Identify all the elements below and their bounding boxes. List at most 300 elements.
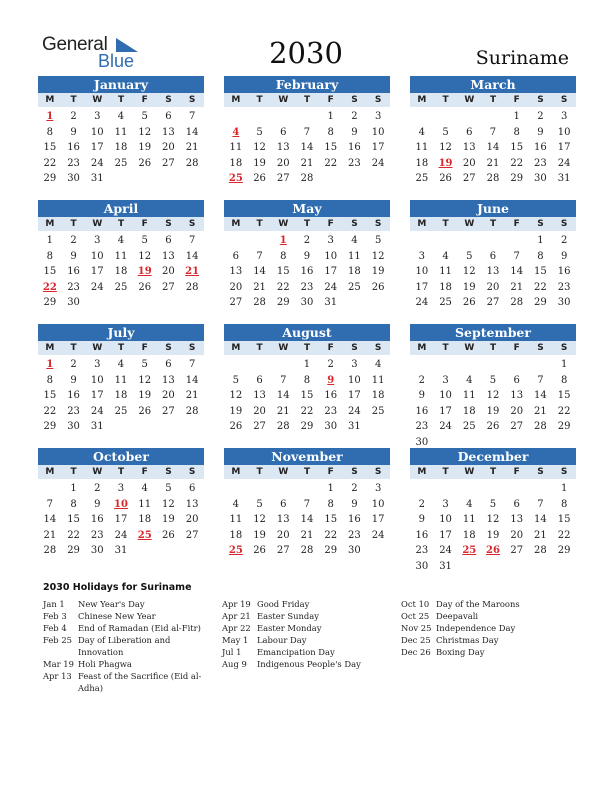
day-cell: 6 [256,374,263,386]
day-cell: 6 [280,126,287,138]
day-cell: 24 [439,545,452,556]
weekday-label: T [117,467,125,477]
day-cell: 11 [348,250,361,262]
day-cell: 27 [510,545,524,556]
holiday-day-cell: 10 [114,498,128,510]
day-cell: 20 [462,157,476,169]
day-cell: 7 [188,235,196,246]
month-title: November [224,448,390,465]
day-cell: 28 [510,297,524,308]
weekday-label: S [165,467,172,477]
day-cell: 18 [371,390,385,401]
day-cell: 7 [537,498,544,510]
holiday-date: Jan 1 [43,599,65,609]
holiday-name: Easter Sunday [257,611,320,621]
day-cell: 26 [138,281,152,293]
day-cell: 31 [114,545,128,556]
day-cell: 16 [67,142,80,153]
day-cell: 31 [90,173,104,184]
holiday-item [43,670,215,694]
weekday-label: S [537,95,544,105]
day-cell: 7 [46,498,54,510]
day-cell: 18 [114,390,128,401]
day-cell: 6 [165,111,172,122]
holiday-name: New Year's Day [78,599,145,609]
empty-cell [457,357,481,373]
day-cell: 13 [276,514,290,525]
holiday-item [43,634,215,658]
day-cell: 20 [162,142,175,153]
day-cell: 12 [371,250,385,262]
day-cell: 7 [256,250,263,262]
day-grid [224,481,390,559]
day-cell: 20 [510,405,524,417]
day-cell: 4 [232,498,240,510]
weekday-label: T [303,343,311,353]
day-cell: 4 [117,359,125,370]
holiday-date: Jul 1 [222,647,242,657]
day-cell: 22 [557,529,571,541]
day-cell: 16 [415,405,429,417]
day-cell: 25 [114,405,128,417]
day-cell: 13 [486,266,500,277]
weekday-label: S [537,467,544,477]
day-cell: 12 [162,498,175,510]
holiday-item [401,622,571,634]
weekday-label: T [442,95,449,105]
day-cell: 4 [466,498,473,510]
day-cell: 3 [94,359,101,370]
day-cell: 18 [229,529,243,541]
day-cell: 30 [67,173,80,184]
month-title: October [38,448,204,465]
day-cell: 29 [324,545,338,556]
day-cell: 5 [232,374,240,386]
day-cell: 16 [557,266,571,277]
day-cell: 18 [415,157,429,169]
weekday-label: F [327,95,334,105]
day-grid [224,357,390,435]
holiday-item [222,646,392,658]
logo-text-blue: Blue [98,51,135,71]
weekday-label: W [464,219,475,229]
weekday-label: F [327,467,334,477]
empty-cell [224,357,248,373]
day-grid [410,109,576,187]
day-cell: 26 [253,173,266,184]
month-title: December [410,448,576,465]
day-cell: 2 [560,235,568,246]
day-cell: 31 [348,421,361,432]
day-cell: 4 [418,126,426,138]
weekday-label: S [537,343,544,353]
day-cell: 20 [162,390,175,401]
empty-cell [434,357,458,373]
day-cell: 11 [415,142,429,153]
weekday-header [38,217,204,231]
day-cell: 25 [415,173,429,184]
day-cell: 8 [560,374,568,386]
day-cell: 27 [162,157,175,169]
weekday-header [224,341,390,355]
day-cell: 22 [276,281,290,293]
day-cell: 10 [90,374,104,386]
empty-cell [410,109,434,125]
day-cell: 6 [513,374,520,386]
holiday-item [222,622,392,634]
holiday-name: Day of the Maroons [436,599,520,609]
day-cell: 10 [415,266,429,277]
day-cell: 8 [46,250,54,262]
weekday-label: F [327,219,334,229]
day-cell: 10 [371,498,385,510]
month-december [410,448,576,574]
day-cell: 26 [162,529,175,541]
day-cell: 3 [374,111,382,122]
day-cell: 22 [557,405,571,417]
weekday-label: T [303,467,311,477]
day-cell: 10 [90,126,104,138]
day-cell: 5 [256,126,263,138]
weekday-label: S [351,343,358,353]
day-cell: 12 [486,390,500,401]
day-cell: 21 [300,157,314,169]
day-cell: 5 [256,498,263,510]
day-cell: 16 [90,514,104,525]
day-cell: 18 [114,266,128,277]
day-cell: 25 [114,281,128,293]
weekday-label: M [45,467,55,477]
day-cell: 11 [439,266,452,277]
day-cell: 1 [560,483,568,494]
weekday-label: M [231,467,241,477]
weekday-label: M [45,95,55,105]
day-cell: 16 [300,266,314,277]
day-cell: 13 [162,250,175,262]
day-cell: 23 [67,405,80,417]
day-cell: 15 [324,142,338,153]
day-cell: 12 [138,374,152,386]
weekday-header [410,465,576,479]
day-cell: 14 [253,266,266,277]
month-july [38,324,204,435]
weekday-label: F [327,343,334,353]
day-cell: 1 [560,359,568,370]
day-cell: 9 [303,250,311,262]
day-cell: 14 [43,514,57,525]
day-cell: 18 [462,405,476,417]
day-cell: 7 [303,126,311,138]
day-cell: 4 [351,235,358,246]
weekday-label: S [351,219,358,229]
day-cell: 17 [114,514,128,525]
day-cell: 4 [466,374,473,386]
day-cell: 1 [303,359,311,370]
day-cell: 12 [486,514,500,525]
holiday-item [43,598,215,610]
day-cell: 27 [462,173,476,184]
empty-cell [434,481,458,497]
day-cell: 28 [276,421,290,432]
weekday-label: F [141,219,148,229]
day-cell: 8 [46,126,54,138]
day-cell: 2 [70,111,77,122]
weekday-header [410,93,576,107]
day-cell: 3 [351,359,358,370]
weekday-label: M [231,343,241,353]
day-cell: 7 [537,374,544,386]
weekday-label: W [278,219,289,229]
day-cell: 24 [324,281,338,293]
day-cell: 26 [462,297,476,308]
holiday-date: Oct 25 [401,611,430,621]
empty-cell [271,109,295,125]
day-cell: 29 [557,545,571,556]
day-cell: 30 [324,421,338,432]
weekday-header [410,341,576,355]
day-cell: 14 [300,142,314,153]
weekday-label: M [417,95,427,105]
day-cell: 27 [253,421,266,432]
holiday-name: Chinese New Year [78,611,156,621]
day-grid [38,233,204,311]
empty-cell [457,481,481,497]
day-cell: 25 [462,421,476,432]
month-title: March [410,76,576,93]
day-cell: 23 [67,157,80,169]
day-cell: 15 [67,514,80,525]
month-october [38,448,204,559]
day-cell: 24 [371,157,385,169]
day-cell: 18 [138,514,152,525]
day-cell: 17 [324,266,338,277]
day-cell: 5 [141,111,148,122]
day-cell: 8 [327,498,334,510]
day-cell: 22 [43,405,57,417]
day-cell: 21 [276,405,290,417]
weekday-label: T [70,467,77,477]
logo-text-general: General [42,34,108,55]
day-cell: 5 [466,250,473,262]
holiday-date: Feb 3 [43,611,67,621]
day-cell: 7 [489,126,497,138]
holiday-day-cell: 19 [137,266,152,277]
holiday-column [222,598,392,670]
weekday-label: W [278,343,289,353]
weekday-label: T [489,219,497,229]
day-cell: 15 [510,142,524,153]
day-cell: 27 [185,529,199,541]
day-cell: 19 [371,266,385,277]
holiday-column [401,598,571,658]
holiday-day-cell: 4 [232,126,240,138]
day-cell: 20 [185,514,199,525]
day-cell: 12 [439,142,452,153]
day-cell: 10 [90,250,104,262]
day-cell: 15 [300,390,314,401]
day-grid [38,109,204,187]
day-cell: 8 [303,374,311,386]
day-cell: 2 [351,111,358,122]
day-cell: 5 [442,126,449,138]
holiday-name: End of Ramadan (Eid al-Fitr) [78,623,201,633]
holiday-item [43,610,215,622]
holidays-title: 2030 Holidays for Suriname [43,582,192,593]
weekday-label: T [303,95,311,105]
month-title: August [224,324,390,341]
day-cell: 26 [229,421,243,432]
day-cell: 19 [162,514,175,525]
day-cell: 27 [276,173,290,184]
day-cell: 27 [162,405,175,417]
day-cell: 28 [300,545,314,556]
day-cell: 16 [348,514,361,525]
day-cell: 28 [253,297,266,308]
day-cell: 9 [351,498,358,510]
day-cell: 15 [43,142,57,153]
holiday-name: Good Friday [257,599,310,609]
day-cell: 29 [43,173,57,184]
day-cell: 15 [557,390,571,401]
day-cell: 16 [324,390,338,401]
empty-cell [248,233,272,249]
empty-cell [505,233,529,249]
weekday-label: T [303,219,311,229]
day-cell: 12 [462,266,476,277]
day-cell: 4 [141,483,148,494]
month-title: June [410,200,576,217]
weekday-label: S [560,343,568,353]
day-cell: 25 [348,281,361,293]
day-cell: 19 [253,529,266,541]
weekday-label: W [464,467,475,477]
empty-cell [248,357,272,373]
holiday-name: Christmas Day [436,635,499,645]
weekday-label: W [464,95,475,105]
empty-cell [224,233,248,249]
weekday-label: T [442,343,449,353]
day-cell: 17 [439,529,452,541]
day-cell: 27 [510,421,524,432]
day-cell: 3 [418,250,426,262]
day-cell: 22 [67,529,80,541]
day-cell: 11 [114,126,128,138]
weekday-header [410,217,576,231]
day-cell: 18 [229,157,243,169]
weekday-header [38,341,204,355]
day-cell: 19 [253,157,266,169]
weekday-label: F [513,219,520,229]
day-cell: 9 [418,514,426,525]
day-cell: 26 [371,281,385,293]
holiday-day-cell: 25 [228,173,243,184]
day-cell: 22 [300,405,314,417]
day-cell: 23 [348,157,361,169]
weekday-label: M [231,95,241,105]
weekday-label: F [141,467,148,477]
empty-cell [224,109,248,125]
day-cell: 2 [418,498,426,510]
holiday-item [401,646,571,658]
day-cell: 28 [534,545,547,556]
day-cell: 27 [486,297,500,308]
day-cell: 8 [70,498,77,510]
day-cell: 23 [348,529,361,541]
day-cell: 24 [114,529,128,541]
weekday-label: S [537,219,544,229]
day-cell: 15 [534,266,547,277]
holiday-item [43,622,215,634]
holiday-date: Feb 25 [43,635,72,645]
day-cell: 4 [442,250,449,262]
day-cell: 20 [229,281,243,293]
holiday-item [222,610,392,622]
day-cell: 4 [117,111,125,122]
day-cell: 11 [229,142,243,153]
day-cell: 11 [114,250,128,262]
day-cell: 9 [351,126,358,138]
day-cell: 13 [162,374,175,386]
day-cell: 26 [138,405,152,417]
day-cell: 26 [486,421,500,432]
day-grid [410,481,576,574]
day-cell: 5 [141,235,148,246]
day-cell: 23 [90,529,104,541]
month-title: September [410,324,576,341]
day-cell: 26 [439,173,452,184]
weekday-label: T [70,219,77,229]
day-cell: 28 [185,157,199,169]
weekday-label: F [513,467,520,477]
day-cell: 12 [253,142,266,153]
holiday-day-cell: 22 [42,281,57,293]
day-cell: 5 [489,498,497,510]
day-cell: 6 [188,483,196,494]
weekday-label: T [117,95,125,105]
holiday-name: Emancipation Day [257,647,335,657]
empty-cell [410,357,434,373]
empty-cell [481,481,505,497]
day-cell: 2 [327,359,334,370]
day-cell: 18 [114,142,128,153]
weekday-label: T [442,467,449,477]
day-cell: 14 [534,390,547,401]
day-cell: 14 [185,374,199,386]
day-cell: 15 [557,514,571,525]
day-cell: 24 [439,421,452,432]
day-cell: 11 [229,514,243,525]
holiday-day-cell: 19 [438,157,453,169]
day-cell: 17 [415,281,429,293]
month-may [224,200,390,311]
month-title: July [38,324,204,341]
day-cell: 21 [510,281,524,293]
holiday-day-cell: 1 [279,235,287,246]
day-cell: 9 [418,390,426,401]
empty-cell [410,233,434,249]
day-cell: 16 [534,142,547,153]
day-cell: 3 [374,483,382,494]
empty-cell [434,109,458,125]
day-cell: 28 [43,545,57,556]
weekday-label: M [417,467,427,477]
weekday-label: S [188,95,196,105]
day-cell: 19 [462,281,476,293]
calendar-year: 2030 [269,36,343,70]
weekday-header [38,93,204,107]
empty-cell [38,481,62,497]
holiday-date: Apr 22 [222,623,251,633]
